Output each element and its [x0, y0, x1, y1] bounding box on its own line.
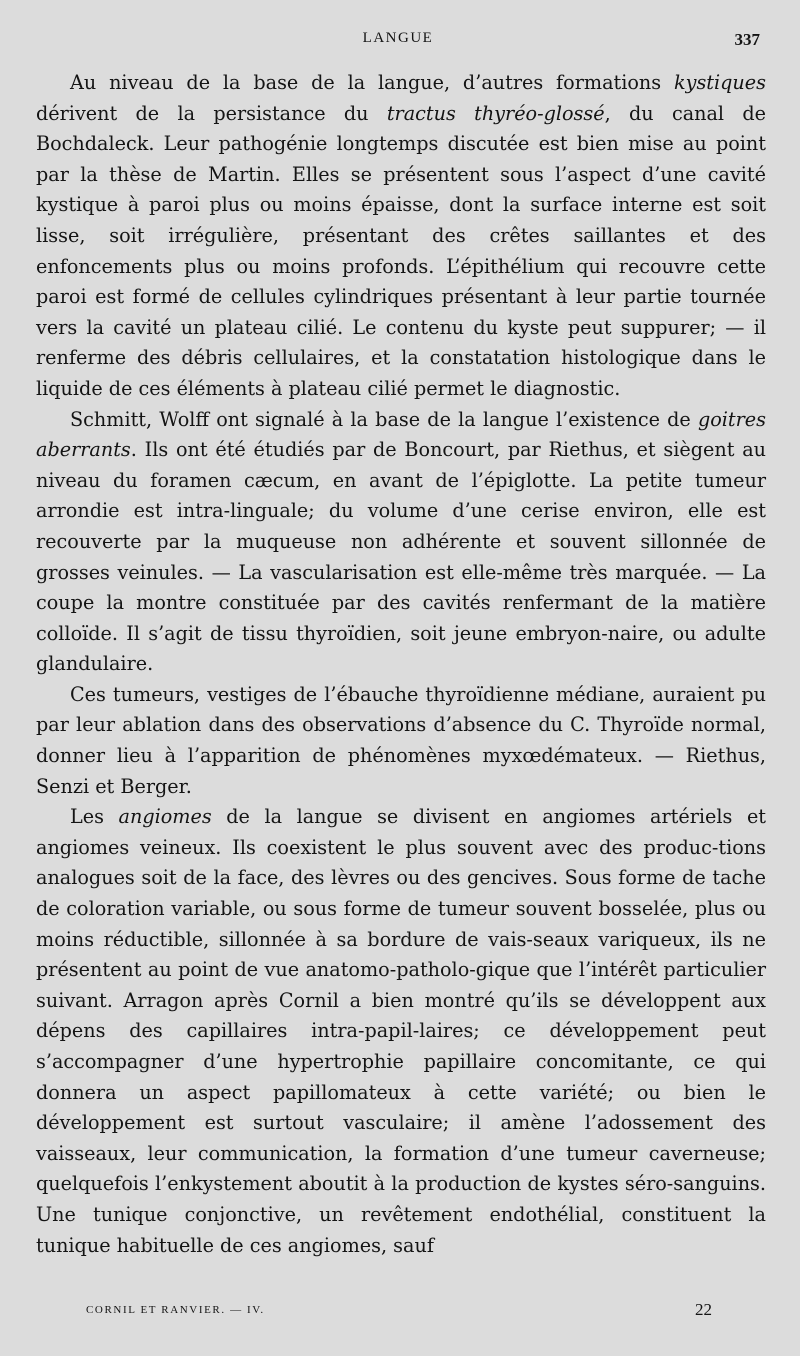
text-run: , du canal de Bochdaleck. Leur pathogénie longtemps discutée est bien mise au point par la thèse de Martin. Elles se présentent sous l’aspect d’une cavité kystique à paroi plus ou moins épaisse, dont la surface interne est soit lisse, soit irrégulière, présentant des crêtes saillantes et des enfoncements plus ou moins profonds. L’épithélium qui recouvre cette paroi est formé de cellules cylindriques présentant à leur partie tournée vers la cavité un plateau cilié. Le contenu du kyste peut suppurer; — il renferme des débris cellulaires, et la constatation histologique dans le liquide de ces éléments à plateau cilié permet le diagnostic. — [36, 101, 767, 400]
text-run: Ces tumeurs, vestiges de l’ébauche thyroïdienne médiane, auraient pu par leur ablation dans des observations d’absence du C. Thyroïde normal, donner lieu à l’apparition de phénomènes myxœdémateux. — Riethus, Senzi et Berger. — [36, 682, 766, 798]
body-text — [36, 68, 766, 1261]
italic-term: goitres aberrants — [36, 407, 766, 462]
text-run: Les — [70, 805, 119, 829]
sheet-number: 22 — [695, 1300, 712, 1319]
running-head: LANGUE — [362, 30, 434, 46]
page-footer — [86, 1302, 712, 1322]
text-run: dérivent de la persistance du — [36, 101, 387, 125]
paragraph — [36, 802, 766, 1261]
paragraph — [36, 68, 766, 405]
italic-term: tractus thyréo-glossé — [386, 101, 605, 125]
paragraph — [36, 405, 766, 680]
page-header — [36, 30, 760, 56]
italic-term: angiomes — [118, 805, 212, 829]
italic-term: kystiques — [673, 71, 766, 94]
text-run: . Ils ont été étudiés par de Boncourt, par Riethus, et siègent au niveau du foramen cæcum, en avant de l’épiglotte. La petite tumeur arrondie est intra-linguale; du volume d’une cerise environ, elle est recouverte par la muqueuse non adhérente et souvent sillonnée de grosses veinules. — La vascularisation est elle-même très marquée. — La coupe la montre constituée par des cavités renfermant de la matière colloïde. Il s’agit de tissu thyroïdien, soit jeune embryon-naire, ou adulte glandulaire. — [36, 438, 766, 676]
text-run: Au niveau de la base de la langue, d’autres formations — [70, 71, 674, 94]
paragraph — [36, 680, 766, 802]
text-run: Schmitt, Wolff ont signalé à la base de la langue l’existence de — [70, 407, 698, 431]
text-run: de la langue se divisent en angiomes artériels et angiomes veineux. Ils coexistent le plus souvent avec des produc-tions analogues soit de la face, des lèvres ou des gencives. Sous forme de tache de coloration variable, ou sous forme de tumeur souvent bosselée, plus ou moins réductible, sillonnée à sa bordure de vais-seaux variqueux, ils ne présentent au point de vue anatomo-patholo-gique que l’intérêt particulier suivant. Arragon après Cornil a bien montré qu’ils se développent aux dépens des capillaires intra-papil-laires; ce développement peut s’accompagner d’une hypertrophie papillaire concomitante, ce qui donnera un aspect papillomateux à cette variété; ou bien le développement est surtout vasculaire; il amène l’adossement des vaisseaux, leur communication, la formation d’une tumeur caverneuse; quelquefois l’enkystement aboutit à la production de kystes séro-sanguins. Une tunique conjonctive, un revêtement endothélial, constituent la tunique habituelle de ces angiomes, sauf — [36, 805, 767, 1257]
printer-signature: CORNIL ET RANVIER. — IV. — [86, 1304, 265, 1316]
page-number: 337 — [734, 30, 760, 49]
